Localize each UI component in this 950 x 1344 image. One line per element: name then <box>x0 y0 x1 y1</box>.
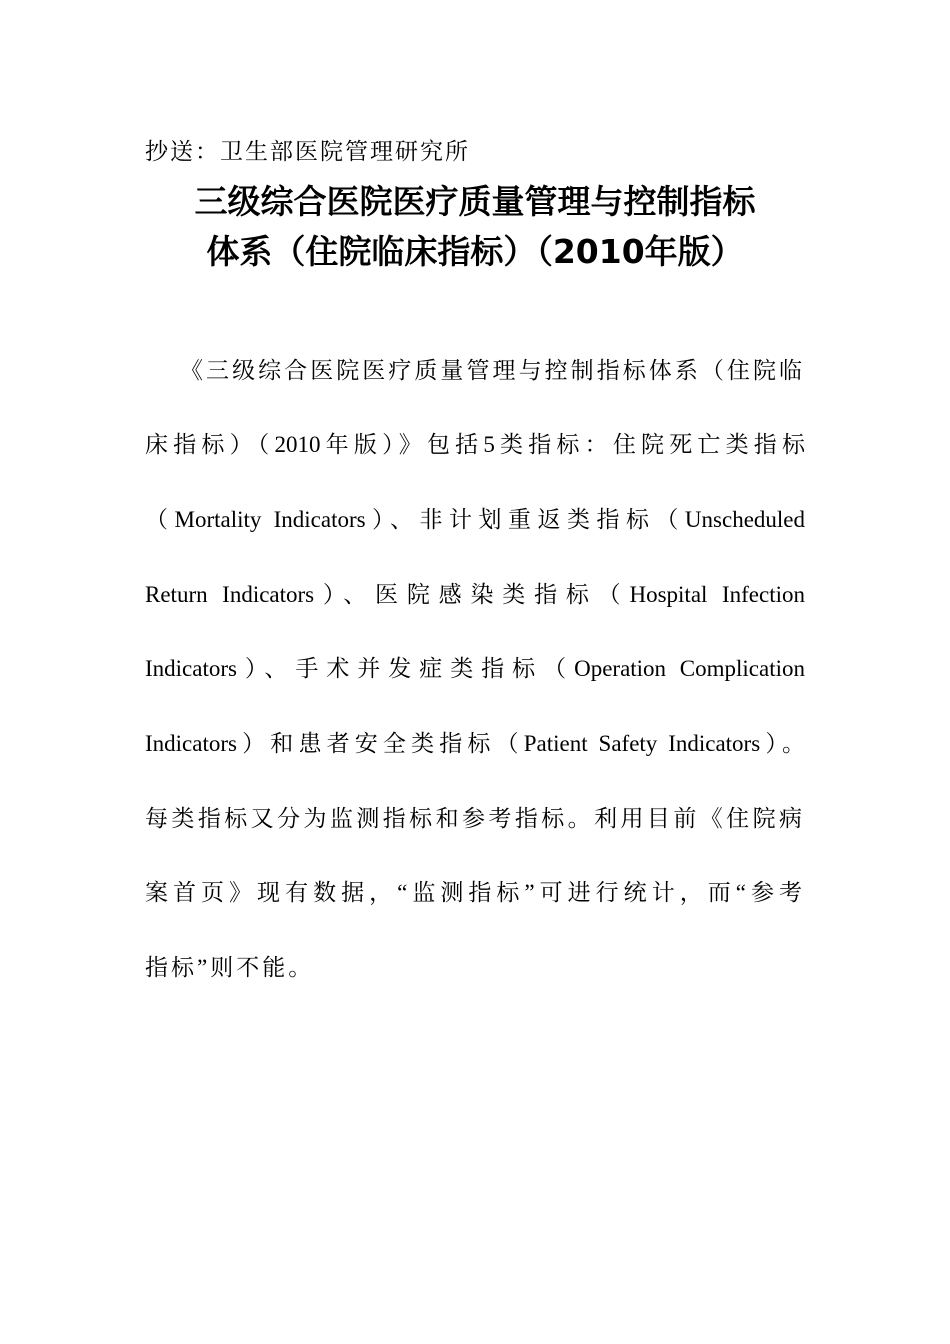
paragraph-line: 指标”则不能。 <box>145 955 315 980</box>
document-title-line-1: 三级综合医院医疗质量管理与控制指标 <box>194 182 756 221</box>
paragraph-line: 床指标）（2010年版）》包括5类指标：住院死亡类指标 <box>145 432 805 457</box>
paragraph-line: Return Indicators）、医院感染类指标（Hospital Infection <box>145 582 805 607</box>
document-title-line-2: 体系（住院临床指标）（2010年版） <box>206 232 744 271</box>
paragraph-line: Indicators）、手术并发症类指标（Operation Complication <box>145 656 805 681</box>
cc-line: 抄送：卫生部医院管理研究所 <box>145 139 470 164</box>
paragraph-line: Indicators）和患者安全类指标（Patient Safety Indicators）。 <box>145 731 805 756</box>
paragraph-line: 《三级综合医院医疗质量管理与控制指标体系（住院临 <box>180 358 805 383</box>
paragraph-line: 每类指标又分为监测指标和参考指标。利用目前《住院病 <box>145 806 805 831</box>
paragraph-line: 案首页》现有数据，“监测指标”可进行统计，而“参考 <box>145 880 805 905</box>
paragraph-line: （Mortality Indicators）、非计划重返类指标（Unscheduled <box>145 507 805 532</box>
